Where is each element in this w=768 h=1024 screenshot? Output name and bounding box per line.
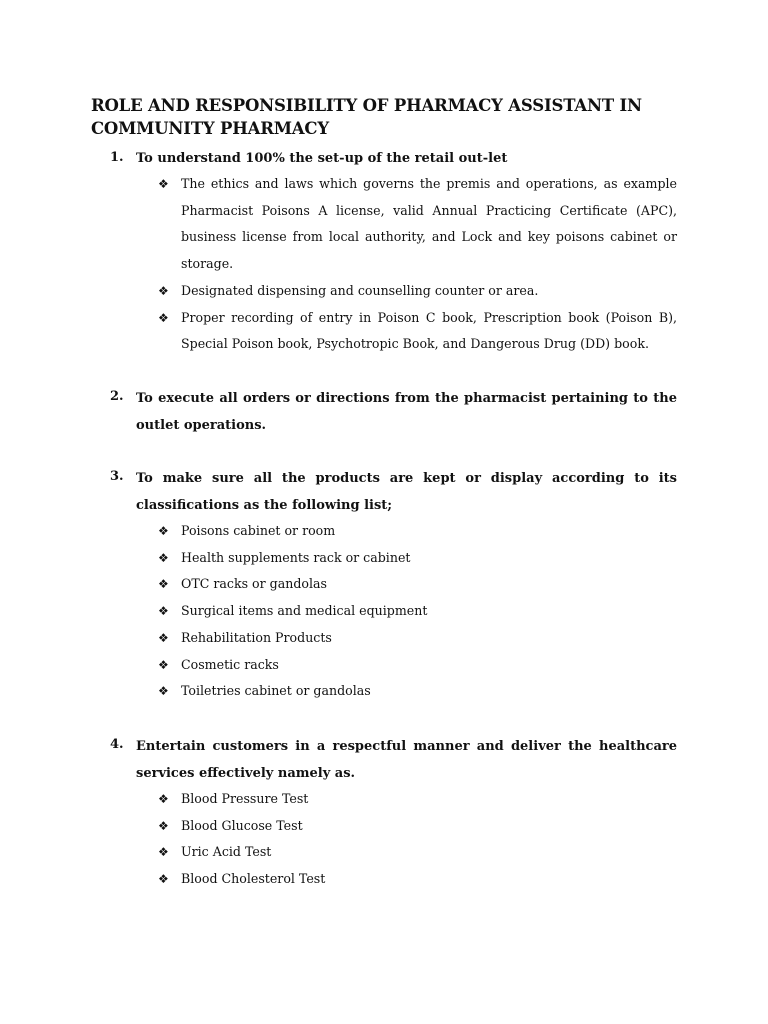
list-item — [158, 652, 677, 679]
four-diamond-bullet-icon: ❖ — [158, 604, 169, 619]
four-diamond-bullet-icon: ❖ — [158, 818, 169, 833]
list-item — [158, 171, 677, 278]
list-item-text: Poisons cabinet or room — [181, 523, 336, 538]
list-item-text: Blood Cholesterol Test — [181, 871, 326, 887]
list-item-text: The ethics and laws which governs the premis and operations, as example Pharmacist Poisons A license, valid Annual Practicing Certificate (APC), business license from local authority, and Lock and key poisons cabinet or storage. — [181, 176, 677, 272]
section-heading: Entertain customers in a respectful manner and deliver the healthcare services effectively namely as. — [136, 739, 677, 781]
section-number: 3. — [110, 469, 124, 484]
list-item — [158, 625, 677, 652]
section-number: 1. — [110, 150, 124, 165]
list-item — [158, 278, 677, 305]
document-title: ROLE AND RESPONSIBILITY OF PHARMACY ASSISTANT IN COMMUNITY PHARMACY — [91, 96, 642, 138]
list-item-text: Rehabilitation Products — [181, 629, 332, 645]
list-item-text: Cosmetic racks — [181, 656, 279, 672]
list-item-text: Designated dispensing and counselling counter or area. — [181, 282, 539, 298]
list-item — [158, 545, 677, 572]
four-diamond-bullet-icon: ❖ — [158, 657, 169, 672]
list-item — [158, 571, 677, 598]
section-heading: To understand 100% the set-up of the retail out-let — [136, 151, 508, 166]
list-item-text: Blood Glucose Test — [181, 817, 303, 833]
list-item-text: OTC racks or gandolas — [181, 576, 327, 592]
bullet-list — [158, 171, 677, 358]
list-item — [158, 598, 677, 625]
four-diamond-bullet-icon: ❖ — [158, 550, 169, 565]
list-item-text: Proper recording of entry in Poison C book, Prescription book (Poison B), Special Poison book, Psychotropic Book, and Dangerous Drug (DD) book. — [181, 309, 677, 352]
list-item-text: Uric Acid Test — [181, 844, 272, 860]
list-item — [158, 786, 677, 813]
four-diamond-bullet-icon: ❖ — [158, 177, 169, 191]
list-item-text: Health supplements rack or cabinet — [181, 549, 411, 565]
list-item — [158, 866, 677, 893]
four-diamond-bullet-icon: ❖ — [158, 630, 169, 645]
list-item — [158, 839, 677, 866]
four-diamond-bullet-icon: ❖ — [158, 845, 169, 860]
list-item-text: Surgical items and medical equipment — [181, 603, 428, 619]
four-diamond-bullet-icon: ❖ — [158, 577, 169, 592]
four-diamond-bullet-icon: ❖ — [158, 283, 169, 298]
list-item — [158, 518, 677, 545]
list-item — [158, 813, 677, 840]
section-number: 4. — [110, 737, 124, 752]
four-diamond-bullet-icon: ❖ — [158, 310, 169, 325]
four-diamond-bullet-icon: ❖ — [158, 792, 169, 806]
bullet-list — [158, 786, 677, 893]
list-item — [158, 678, 677, 705]
four-diamond-bullet-icon: ❖ — [158, 684, 169, 699]
bullet-list — [158, 518, 677, 705]
list-item — [158, 305, 677, 358]
list-item-text: Blood Pressure Test — [181, 791, 309, 806]
four-diamond-bullet-icon: ❖ — [158, 524, 169, 538]
section-number: 2. — [110, 389, 124, 404]
section-heading: To make sure all the products are kept or display according to its classifications as the following list; — [136, 471, 677, 513]
section-heading: To execute all orders or directions from the pharmacist pertaining to the outlet operations. — [136, 391, 677, 433]
four-diamond-bullet-icon: ❖ — [158, 872, 169, 887]
list-item-text: Toiletries cabinet or gandolas — [181, 683, 371, 699]
